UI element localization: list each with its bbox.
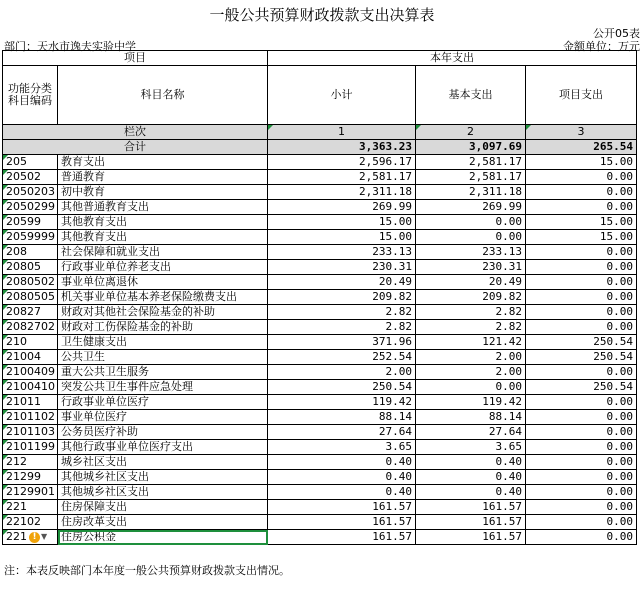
row-code[interactable]: 20827 bbox=[3, 305, 58, 320]
table-row bbox=[3, 485, 637, 500]
row-code[interactable]: 20805 bbox=[3, 260, 58, 275]
row-project[interactable]: 0.00 bbox=[526, 485, 637, 500]
row-code[interactable]: 2101102 bbox=[3, 410, 58, 425]
row-subject-name[interactable]: 财政对其他社会保险基金的补助 bbox=[58, 305, 268, 320]
row-basic[interactable]: 233.13 bbox=[416, 245, 526, 260]
row-subtotal[interactable]: 2,311.18 bbox=[268, 185, 416, 200]
row-subject-name[interactable]: 其他教育支出 bbox=[58, 230, 268, 245]
warning-icon[interactable]: ! bbox=[29, 532, 40, 543]
row-subject-name[interactable]: 其他普通教育支出 bbox=[58, 200, 268, 215]
row-subtotal[interactable]: 250.54 bbox=[268, 380, 416, 395]
row-subject-name[interactable]: 重大公共卫生服务 bbox=[58, 365, 268, 380]
row-project[interactable]: 0.00 bbox=[526, 425, 637, 440]
row-subject-name[interactable]: 行政事业单位医疗 bbox=[58, 395, 268, 410]
row-subject-name[interactable]: 其他城乡社区支出 bbox=[58, 485, 268, 500]
row-project[interactable]: 250.54 bbox=[526, 350, 637, 365]
row-project[interactable]: 15.00 bbox=[526, 155, 637, 170]
row-code[interactable]: 2101103 bbox=[3, 425, 58, 440]
row-subtotal[interactable]: 15.00 bbox=[268, 230, 416, 245]
row-basic[interactable]: 0.00 bbox=[416, 230, 526, 245]
column-index-row bbox=[3, 125, 637, 140]
row-code[interactable]: 21299 bbox=[3, 470, 58, 485]
row-basic[interactable]: 20.49 bbox=[416, 275, 526, 290]
row-project[interactable]: 0.00 bbox=[526, 440, 637, 455]
row-basic[interactable]: 119.42 bbox=[416, 395, 526, 410]
row-basic[interactable]: 2,311.18 bbox=[416, 185, 526, 200]
header-func-code[interactable]: 功能分类 科目编码 bbox=[3, 66, 58, 125]
row-subject-name[interactable]: 公务员医疗补助 bbox=[58, 425, 268, 440]
table-row bbox=[3, 230, 637, 245]
row-code[interactable]: 208 bbox=[3, 245, 58, 260]
row-subject-name[interactable]: 机关事业单位基本养老保险缴费支出 bbox=[58, 290, 268, 305]
table-row bbox=[3, 305, 637, 320]
row-project[interactable]: 0.00 bbox=[526, 365, 637, 380]
row-project[interactable]: 0.00 bbox=[526, 500, 637, 515]
row-project[interactable]: 0.00 bbox=[526, 185, 637, 200]
row-code[interactable]: 205 bbox=[3, 155, 58, 170]
row-subject-name[interactable]: 事业单位离退休 bbox=[58, 275, 268, 290]
row-subject-name[interactable]: 普通教育 bbox=[58, 170, 268, 185]
row-project[interactable]: 0.00 bbox=[526, 275, 637, 290]
row-subtotal[interactable]: 269.99 bbox=[268, 200, 416, 215]
table-row bbox=[3, 530, 637, 545]
row-project[interactable]: 0.00 bbox=[526, 305, 637, 320]
column-label[interactable]: 栏次 bbox=[3, 125, 268, 140]
row-subtotal[interactable]: 252.54 bbox=[268, 350, 416, 365]
row-basic[interactable]: 161.57 bbox=[416, 530, 526, 545]
table-row bbox=[3, 170, 637, 185]
row-subject-name[interactable]: 教育支出 bbox=[58, 155, 268, 170]
row-code[interactable]: 2080502 bbox=[3, 275, 58, 290]
report-title: 一般公共预算财政拨款支出决算表 bbox=[209, 6, 435, 24]
row-subject-name[interactable]: 突发公共卫生事件应急处理 bbox=[58, 380, 268, 395]
table-row bbox=[3, 275, 637, 290]
row-basic[interactable]: 269.99 bbox=[416, 200, 526, 215]
row-subtotal[interactable]: 233.13 bbox=[268, 245, 416, 260]
row-code[interactable]: 2059999 bbox=[3, 230, 58, 245]
amount-unit: 金额单位：万元 bbox=[563, 40, 640, 53]
table-row bbox=[3, 350, 637, 365]
row-subject-name[interactable]: 财政对工伤保险基金的补助 bbox=[58, 320, 268, 335]
row-project[interactable]: 15.00 bbox=[526, 215, 637, 230]
header-current-year[interactable]: 本年支出 bbox=[268, 51, 637, 66]
row-project[interactable]: 0.00 bbox=[526, 320, 637, 335]
row-code[interactable]: 22102 bbox=[3, 515, 58, 530]
table-row bbox=[3, 215, 637, 230]
row-basic[interactable]: 2.82 bbox=[416, 320, 526, 335]
row-basic[interactable]: 209.82 bbox=[416, 290, 526, 305]
dropdown-arrow-icon[interactable]: ▼ bbox=[41, 532, 48, 541]
row-basic[interactable]: 161.57 bbox=[416, 500, 526, 515]
table-row bbox=[3, 410, 637, 425]
table-row bbox=[3, 515, 637, 530]
header-project-expense[interactable]: 项目支出 bbox=[526, 66, 637, 125]
col-index-3[interactable]: 3 bbox=[526, 125, 637, 140]
table-row bbox=[3, 185, 637, 200]
row-project[interactable]: 0.00 bbox=[526, 260, 637, 275]
row-subject-name[interactable]: 事业单位医疗 bbox=[58, 410, 268, 425]
table-row bbox=[3, 155, 637, 170]
row-code[interactable]: 2050203 bbox=[3, 185, 58, 200]
row-project[interactable]: 0.00 bbox=[526, 470, 637, 485]
table-row bbox=[3, 425, 637, 440]
row-basic[interactable]: 230.31 bbox=[416, 260, 526, 275]
row-subtotal[interactable]: 2,581.17 bbox=[268, 170, 416, 185]
col-index-1[interactable]: 1 bbox=[268, 125, 416, 140]
row-code[interactable]: 2080505 bbox=[3, 290, 58, 305]
row-subtotal[interactable]: 0.40 bbox=[268, 485, 416, 500]
table-row bbox=[3, 470, 637, 485]
row-subtotal[interactable]: 161.57 bbox=[268, 530, 416, 545]
row-basic[interactable]: 27.64 bbox=[416, 425, 526, 440]
row-project[interactable]: 250.54 bbox=[526, 380, 637, 395]
row-subtotal[interactable]: 209.82 bbox=[268, 290, 416, 305]
row-project[interactable]: 0.00 bbox=[526, 170, 637, 185]
row-code[interactable]: 21011 bbox=[3, 395, 58, 410]
table-row bbox=[3, 395, 637, 410]
row-project[interactable]: 0.00 bbox=[526, 395, 637, 410]
table-row bbox=[3, 320, 637, 335]
row-code[interactable]: 2129901 bbox=[3, 485, 58, 500]
row-code[interactable]: 21004 bbox=[3, 350, 58, 365]
row-subject-name[interactable]: 住房公积金 bbox=[58, 530, 268, 545]
col-index-2[interactable]: 2 bbox=[416, 125, 526, 140]
row-project[interactable]: 15.00 bbox=[526, 230, 637, 245]
row-project[interactable]: 0.00 bbox=[526, 245, 637, 260]
row-subject-name[interactable]: 初中教育 bbox=[58, 185, 268, 200]
row-subtotal[interactable]: 161.57 bbox=[268, 500, 416, 515]
table-row bbox=[3, 500, 637, 515]
row-project[interactable]: 0.00 bbox=[526, 410, 637, 425]
expenditure-table bbox=[2, 50, 637, 545]
row-subject-name[interactable]: 卫生健康支出 bbox=[58, 335, 268, 350]
row-basic[interactable]: 0.40 bbox=[416, 455, 526, 470]
row-subject-name[interactable]: 城乡社区支出 bbox=[58, 455, 268, 470]
row-subtotal[interactable]: 230.31 bbox=[268, 260, 416, 275]
table-row bbox=[3, 290, 637, 305]
row-basic[interactable]: 0.00 bbox=[416, 380, 526, 395]
row-subtotal[interactable]: 15.00 bbox=[268, 215, 416, 230]
row-subtotal[interactable]: 3.65 bbox=[268, 440, 416, 455]
total-subtotal[interactable]: 3,363.23 bbox=[268, 140, 416, 155]
row-code[interactable]: 212 bbox=[3, 455, 58, 470]
row-subtotal[interactable]: 20.49 bbox=[268, 275, 416, 290]
table-row bbox=[3, 440, 637, 455]
row-subtotal[interactable]: 161.57 bbox=[268, 515, 416, 530]
row-subject-name[interactable]: 其他城乡社区支出 bbox=[58, 470, 268, 485]
row-subject-name[interactable]: 公共卫生 bbox=[58, 350, 268, 365]
row-project[interactable]: 0.00 bbox=[526, 290, 637, 305]
header-basic[interactable]: 基本支出 bbox=[416, 66, 526, 125]
row-subtotal[interactable]: 0.40 bbox=[268, 470, 416, 485]
row-basic[interactable]: 121.42 bbox=[416, 335, 526, 350]
table-row bbox=[3, 245, 637, 260]
table-row bbox=[3, 200, 637, 215]
header-project[interactable]: 项目 bbox=[3, 51, 268, 66]
row-subtotal[interactable]: 119.42 bbox=[268, 395, 416, 410]
total-row bbox=[3, 140, 637, 155]
row-project[interactable]: 0.00 bbox=[526, 515, 637, 530]
row-basic[interactable]: 0.40 bbox=[416, 470, 526, 485]
header-subject-name[interactable]: 科目名称 bbox=[58, 66, 268, 125]
table-row bbox=[3, 260, 637, 275]
row-subject-name[interactable]: 社会保障和就业支出 bbox=[58, 245, 268, 260]
row-subtotal[interactable]: 0.40 bbox=[268, 455, 416, 470]
row-subtotal[interactable]: 2.82 bbox=[268, 305, 416, 320]
row-subject-name[interactable]: 其他教育支出 bbox=[58, 215, 268, 230]
row-project[interactable]: 250.54 bbox=[526, 335, 637, 350]
row-subtotal[interactable]: 88.14 bbox=[268, 410, 416, 425]
row-basic[interactable]: 2.82 bbox=[416, 305, 526, 320]
row-subject-name[interactable]: 其他行政事业单位医疗支出 bbox=[58, 440, 268, 455]
row-subtotal[interactable]: 2.82 bbox=[268, 320, 416, 335]
header-subtotal[interactable]: 小计 bbox=[268, 66, 416, 125]
row-subject-name[interactable]: 住房改革支出 bbox=[58, 515, 268, 530]
row-code[interactable]: 221 ! ▼ bbox=[3, 530, 58, 545]
row-code[interactable]: 210 bbox=[3, 335, 58, 350]
row-code[interactable]: 20599 bbox=[3, 215, 58, 230]
table-row bbox=[3, 335, 637, 350]
row-basic[interactable]: 3.65 bbox=[416, 440, 526, 455]
row-project[interactable]: 0.00 bbox=[526, 530, 637, 545]
row-project[interactable]: 0.00 bbox=[526, 200, 637, 215]
table-row bbox=[3, 455, 637, 470]
row-subtotal[interactable]: 371.96 bbox=[268, 335, 416, 350]
row-subject-name[interactable]: 住房保障支出 bbox=[58, 500, 268, 515]
row-basic[interactable]: 2.00 bbox=[416, 365, 526, 380]
row-code[interactable]: 20502 bbox=[3, 170, 58, 185]
row-project[interactable]: 0.00 bbox=[526, 455, 637, 470]
row-basic[interactable]: 88.14 bbox=[416, 410, 526, 425]
header-row-1 bbox=[3, 51, 637, 66]
row-code[interactable]: 2100410 bbox=[3, 380, 58, 395]
table-row bbox=[3, 365, 637, 380]
row-basic[interactable]: 161.57 bbox=[416, 515, 526, 530]
total-project[interactable]: 265.54 bbox=[526, 140, 637, 155]
total-label[interactable]: 合计 bbox=[3, 140, 268, 155]
row-code[interactable]: 2050299 bbox=[3, 200, 58, 215]
row-code[interactable]: 2101199 bbox=[3, 440, 58, 455]
department-label: 部门：天水市逸夫实验中学 bbox=[4, 40, 136, 53]
row-basic[interactable]: 0.40 bbox=[416, 485, 526, 500]
row-basic[interactable]: 2,581.17 bbox=[416, 170, 526, 185]
footnote: 注：本表反映部门本年度一般公共预算财政拨款支出情况。 bbox=[4, 564, 290, 577]
row-basic[interactable]: 2.00 bbox=[416, 350, 526, 365]
row-basic[interactable]: 2,581.17 bbox=[416, 155, 526, 170]
row-code[interactable]: 2082702 bbox=[3, 320, 58, 335]
row-basic[interactable]: 0.00 bbox=[416, 215, 526, 230]
form-number: 公开05表 bbox=[593, 27, 640, 40]
row-subject-name[interactable]: 行政事业单位养老支出 bbox=[58, 260, 268, 275]
row-subtotal[interactable]: 27.64 bbox=[268, 425, 416, 440]
row-code[interactable]: 221 bbox=[3, 500, 58, 515]
row-code[interactable]: 2100409 bbox=[3, 365, 58, 380]
row-subtotal[interactable]: 2,596.17 bbox=[268, 155, 416, 170]
row-subtotal[interactable]: 2.00 bbox=[268, 365, 416, 380]
header-row-2 bbox=[3, 66, 637, 125]
total-basic[interactable]: 3,097.69 bbox=[416, 140, 526, 155]
table-row bbox=[3, 380, 637, 395]
